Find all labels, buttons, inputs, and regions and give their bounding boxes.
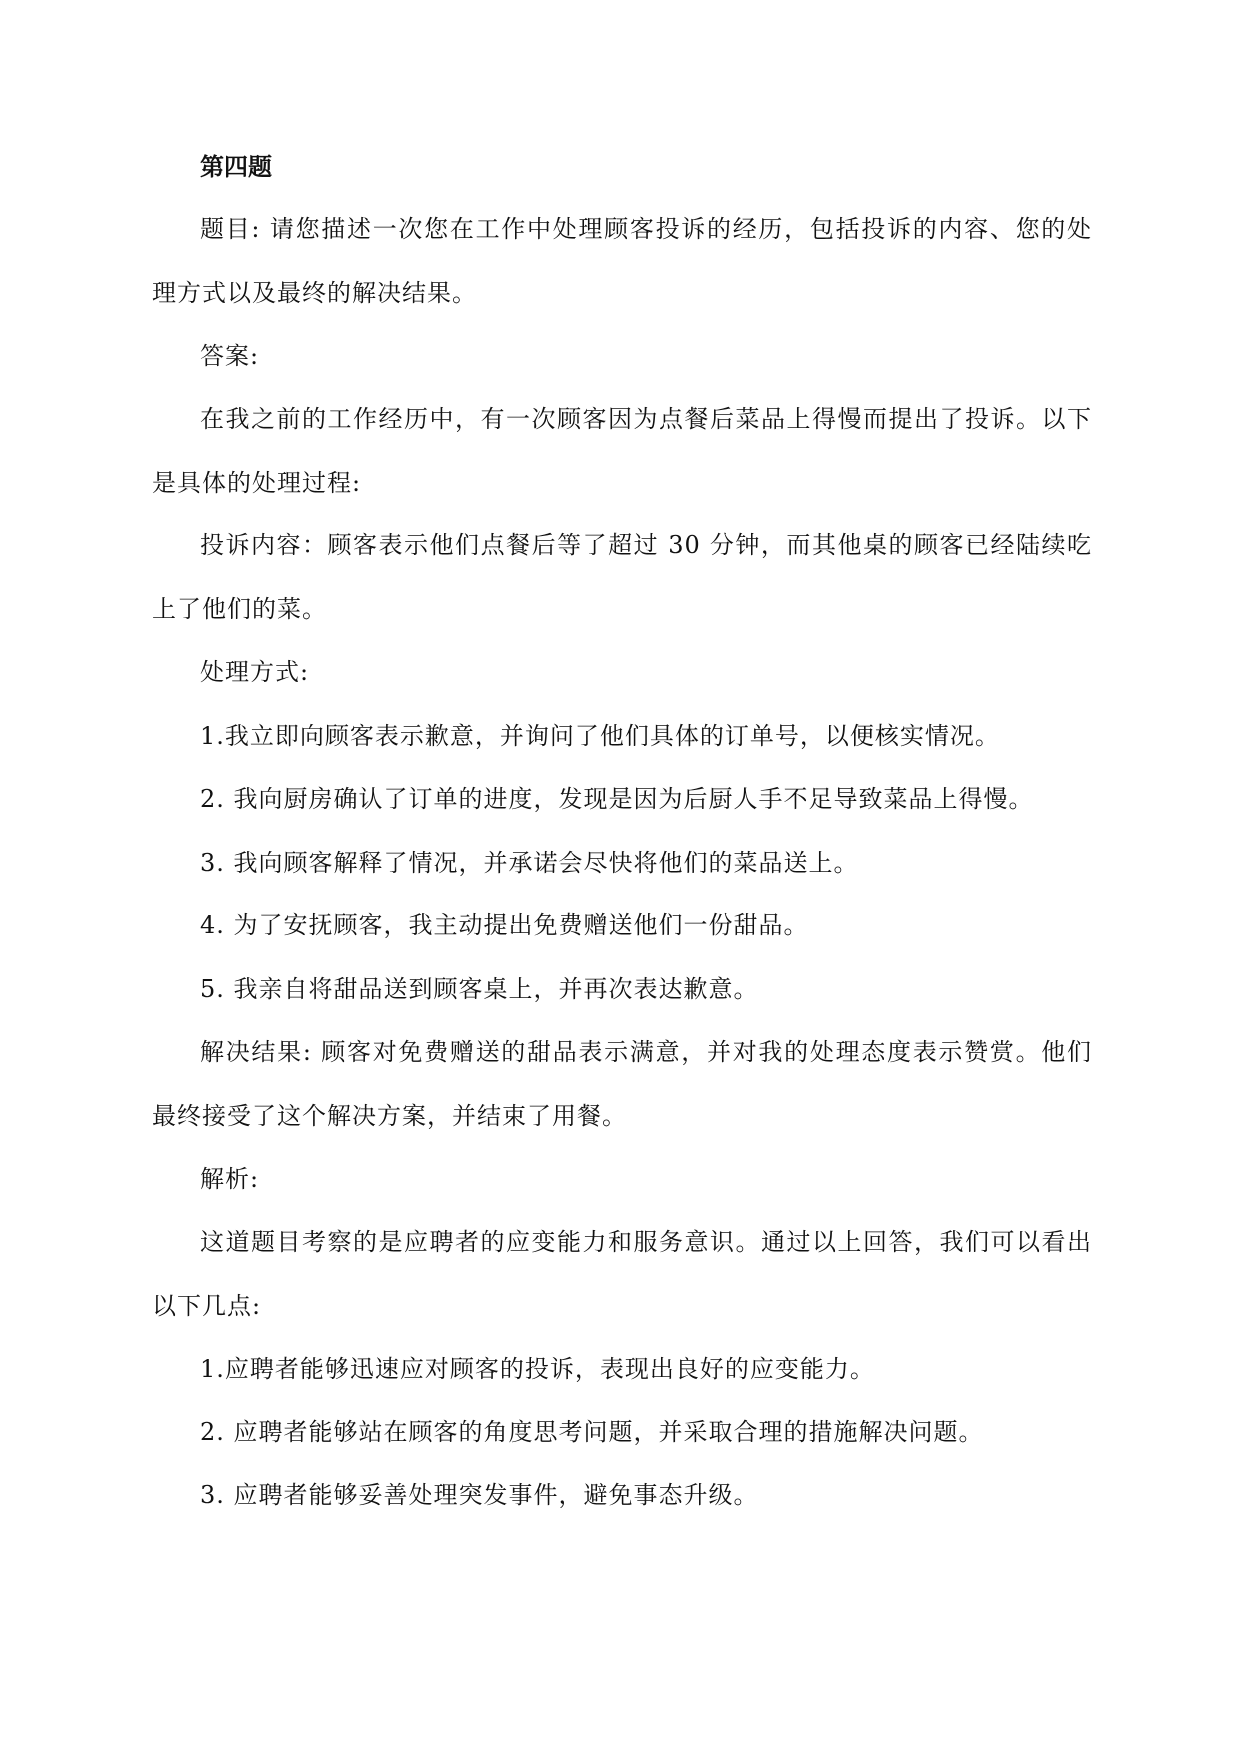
method-label: 处理方式: <box>200 658 310 686</box>
result-paragraph: 解决结果: 顾客对免费赠送的甜品表示满意，并对我的处理态度表示赞赏。他们最终接受了这个解决方案，并结束了用餐。 <box>152 1038 1092 1130</box>
section-heading: 第四题 <box>200 153 272 181</box>
step-item: 2. 我向厨房确认了订单的进度，发现是因为后厨人手不足导致菜品上得慢。 <box>200 785 1034 813</box>
analysis-point: 3. 应聘者能够妥善处理突发事件，避免事态升级。 <box>200 1481 759 1509</box>
step-item: 5. 我亲自将甜品送到顾客桌上，并再次表达歉意。 <box>200 975 759 1003</box>
step-item: 1.我立即向顾客表示歉意，并询问了他们具体的订单号，以便核实情况。 <box>200 722 1000 750</box>
analysis-intro-paragraph: 这道题目考察的是应聘者的应变能力和服务意识。通过以上回答，我们可以看出以下几点: <box>152 1228 1092 1320</box>
question-paragraph: 题目: 请您描述一次您在工作中处理顾客投诉的经历，包括投诉的内容、您的处理方式以及最终的解决结果。 <box>152 215 1092 307</box>
analysis-point: 2. 应聘者能够站在顾客的角度思考问题，并采取合理的措施解决问题。 <box>200 1418 984 1446</box>
complaint-paragraph: 投诉内容：顾客表示他们点餐后等了超过 30 分钟，而其他桌的顾客已经陆续吃上了他们的菜。 <box>152 531 1092 623</box>
intro-paragraph: 在我之前的工作经历中，有一次顾客因为点餐后菜品上得慢而提出了投诉。以下是具体的处理过程: <box>152 405 1092 497</box>
step-item: 4. 为了安抚顾客，我主动提出免费赠送他们一份甜品。 <box>200 911 809 939</box>
analysis-label: 解析: <box>200 1165 260 1193</box>
analysis-point: 1.应聘者能够迅速应对顾客的投诉，表现出良好的应变能力。 <box>200 1355 875 1383</box>
step-item: 3. 我向顾客解释了情况，并承诺会尽快将他们的菜品送上。 <box>200 849 859 877</box>
answer-label: 答案: <box>200 342 260 370</box>
